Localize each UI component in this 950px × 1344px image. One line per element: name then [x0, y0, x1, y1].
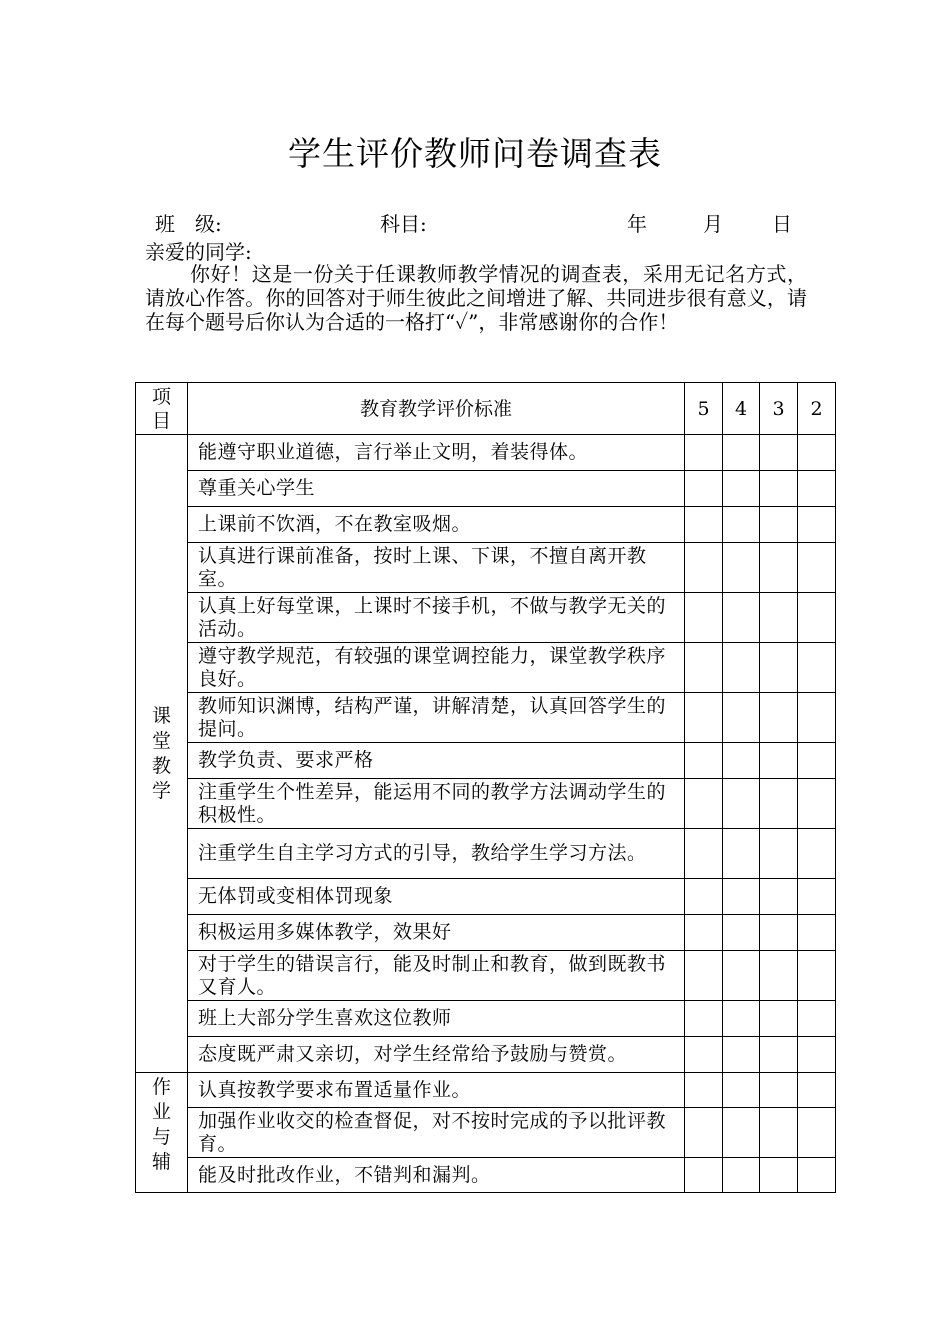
day-label: 日 — [772, 212, 792, 236]
criteria-cell: 教学负责、要求严格 — [188, 743, 685, 779]
score-cell[interactable] — [760, 693, 798, 743]
score-cell[interactable] — [760, 435, 798, 471]
score-cell[interactable] — [723, 1001, 760, 1037]
criteria-cell: 加强作业收交的检查督促，对不按时完成的予以批评教育。 — [188, 1108, 685, 1158]
score-cell[interactable] — [798, 1037, 836, 1073]
table-header-row — [136, 383, 836, 435]
criteria-cell: 能及时批改作业，不错判和漏判。 — [188, 1158, 685, 1193]
evaluation-table — [135, 382, 836, 1193]
table-row — [136, 1158, 836, 1193]
criteria-cell: 无体罚或变相体罚现象 — [188, 879, 685, 915]
score-cell[interactable] — [685, 471, 723, 507]
criteria-cell: 上课前不饮酒，不在教室吸烟。 — [188, 507, 685, 543]
table-row — [136, 543, 836, 593]
score-cell[interactable] — [760, 471, 798, 507]
table-row — [136, 1073, 836, 1108]
score-cell[interactable] — [760, 915, 798, 951]
table-row — [136, 915, 836, 951]
score-cell[interactable] — [685, 543, 723, 593]
header-score-3: 3 — [760, 383, 798, 435]
criteria-cell: 尊重关心学生 — [188, 471, 685, 507]
score-cell[interactable] — [798, 1158, 836, 1193]
score-cell[interactable] — [685, 779, 723, 829]
greeting: 亲爱的同学: — [145, 240, 252, 264]
score-cell[interactable] — [723, 829, 760, 879]
score-cell[interactable] — [760, 829, 798, 879]
score-cell[interactable] — [723, 643, 760, 693]
score-cell[interactable] — [723, 1073, 760, 1108]
score-cell[interactable] — [798, 829, 836, 879]
score-cell[interactable] — [798, 1073, 836, 1108]
table-row — [136, 693, 836, 743]
table-row — [136, 951, 836, 1001]
score-cell[interactable] — [685, 829, 723, 879]
score-cell[interactable] — [685, 507, 723, 543]
score-cell[interactable] — [760, 593, 798, 643]
score-cell[interactable] — [723, 435, 760, 471]
score-cell[interactable] — [760, 951, 798, 1001]
score-cell[interactable] — [723, 1158, 760, 1193]
score-cell[interactable] — [685, 743, 723, 779]
score-cell[interactable] — [798, 543, 836, 593]
year-label: 年 — [627, 212, 647, 236]
criteria-cell: 认真上好每堂课，上课时不接手机，不做与教学无关的活动。 — [188, 593, 685, 643]
score-cell[interactable] — [798, 643, 836, 693]
score-cell[interactable] — [798, 879, 836, 915]
score-cell[interactable] — [760, 643, 798, 693]
criteria-cell: 遵守教学规范，有较强的课堂调控能力，课堂教学秩序良好。 — [188, 643, 685, 693]
score-cell[interactable] — [798, 507, 836, 543]
table-row — [136, 743, 836, 779]
category-cell: 作业与辅 — [136, 1073, 188, 1193]
criteria-cell: 能遵守职业道德，言行举止文明，着装得体。 — [188, 435, 685, 471]
score-cell[interactable] — [760, 1158, 798, 1193]
criteria-cell: 注重学生个性差异，能运用不同的教学方法调动学生的积极性。 — [188, 779, 685, 829]
score-cell[interactable] — [760, 743, 798, 779]
table-row — [136, 1108, 836, 1158]
info-line — [0, 208, 950, 236]
class-label: 班 级: — [155, 212, 222, 236]
subject-label: 科目: — [380, 212, 427, 236]
score-cell[interactable] — [723, 951, 760, 1001]
score-cell[interactable] — [723, 693, 760, 743]
score-cell[interactable] — [685, 643, 723, 693]
score-cell[interactable] — [798, 435, 836, 471]
criteria-cell: 态度既严肃又亲切，对学生经常给予鼓励与赞赏。 — [188, 1037, 685, 1073]
score-cell[interactable] — [685, 1073, 723, 1108]
score-cell[interactable] — [760, 1073, 798, 1108]
score-cell[interactable] — [685, 951, 723, 1001]
score-cell[interactable] — [685, 879, 723, 915]
table-row — [136, 507, 836, 543]
score-cell[interactable] — [723, 915, 760, 951]
score-cell[interactable] — [798, 593, 836, 643]
header-score-5: 5 — [685, 383, 723, 435]
header-score-4: 4 — [723, 383, 760, 435]
score-cell[interactable] — [798, 1001, 836, 1037]
table-row — [136, 471, 836, 507]
score-cell[interactable] — [723, 879, 760, 915]
criteria-cell: 对于学生的错误言行，能及时制止和教育，做到既教书又育人。 — [188, 951, 685, 1001]
criteria-cell: 班上大部分学生喜欢这位教师 — [188, 1001, 685, 1037]
criteria-cell: 积极运用多媒体教学，效果好 — [188, 915, 685, 951]
score-cell[interactable] — [798, 915, 836, 951]
table-body — [136, 435, 836, 1193]
score-cell[interactable] — [723, 743, 760, 779]
score-cell[interactable] — [723, 507, 760, 543]
table-row — [136, 593, 836, 643]
score-cell[interactable] — [760, 507, 798, 543]
table-row — [136, 1001, 836, 1037]
criteria-cell: 注重学生自主学习方式的引导，教给学生学习方法。 — [188, 829, 685, 879]
score-cell[interactable] — [760, 879, 798, 915]
score-cell[interactable] — [723, 593, 760, 643]
header-criteria: 教育教学评价标准 — [188, 383, 685, 435]
score-cell[interactable] — [798, 779, 836, 829]
score-cell[interactable] — [798, 1108, 836, 1158]
score-cell[interactable] — [685, 1108, 723, 1158]
criteria-cell: 认真按教学要求布置适量作业。 — [188, 1073, 685, 1108]
score-cell[interactable] — [798, 693, 836, 743]
score-cell[interactable] — [723, 1108, 760, 1158]
score-cell[interactable] — [760, 1108, 798, 1158]
score-cell[interactable] — [760, 543, 798, 593]
score-cell[interactable] — [685, 593, 723, 643]
table-row — [136, 879, 836, 915]
score-cell[interactable] — [723, 779, 760, 829]
score-cell[interactable] — [723, 543, 760, 593]
table-row — [136, 1037, 836, 1073]
score-cell[interactable] — [685, 693, 723, 743]
table-row — [136, 435, 836, 471]
criteria-cell: 认真进行课前准备，按时上课、下课，不擅自离开教室。 — [188, 543, 685, 593]
score-cell[interactable] — [798, 951, 836, 1001]
header-score-2: 2 — [798, 383, 836, 435]
score-cell[interactable] — [685, 435, 723, 471]
score-cell[interactable] — [685, 1001, 723, 1037]
page-title: 学生评价教师问卷调查表 — [288, 134, 662, 173]
score-cell[interactable] — [685, 1158, 723, 1193]
table-row — [136, 779, 836, 829]
header-category: 项目 — [136, 383, 188, 435]
criteria-cell: 教师知识渊博，结构严谨，讲解清楚，认真回答学生的提问。 — [188, 693, 685, 743]
score-cell[interactable] — [685, 915, 723, 951]
score-cell[interactable] — [723, 471, 760, 507]
score-cell[interactable] — [798, 743, 836, 779]
intro-paragraph: 你好！这是一份关于任课教师教学情况的调查表，采用无记名方式，请放心作答。你的回答对于师生彼此之间增进了解、共同进步很有意义，请在每个题号后你认为合适的一格打“✓”，非常感谢你的合作！ — [145, 262, 807, 334]
score-cell[interactable] — [760, 1037, 798, 1073]
score-cell[interactable] — [760, 779, 798, 829]
score-cell[interactable] — [798, 471, 836, 507]
table-row — [136, 643, 836, 693]
score-cell[interactable] — [760, 1001, 798, 1037]
month-label: 月 — [703, 212, 723, 236]
score-cell[interactable] — [685, 1037, 723, 1073]
category-cell: 课堂教学 — [136, 435, 188, 1073]
score-cell[interactable] — [723, 1037, 760, 1073]
table-row — [136, 829, 836, 879]
